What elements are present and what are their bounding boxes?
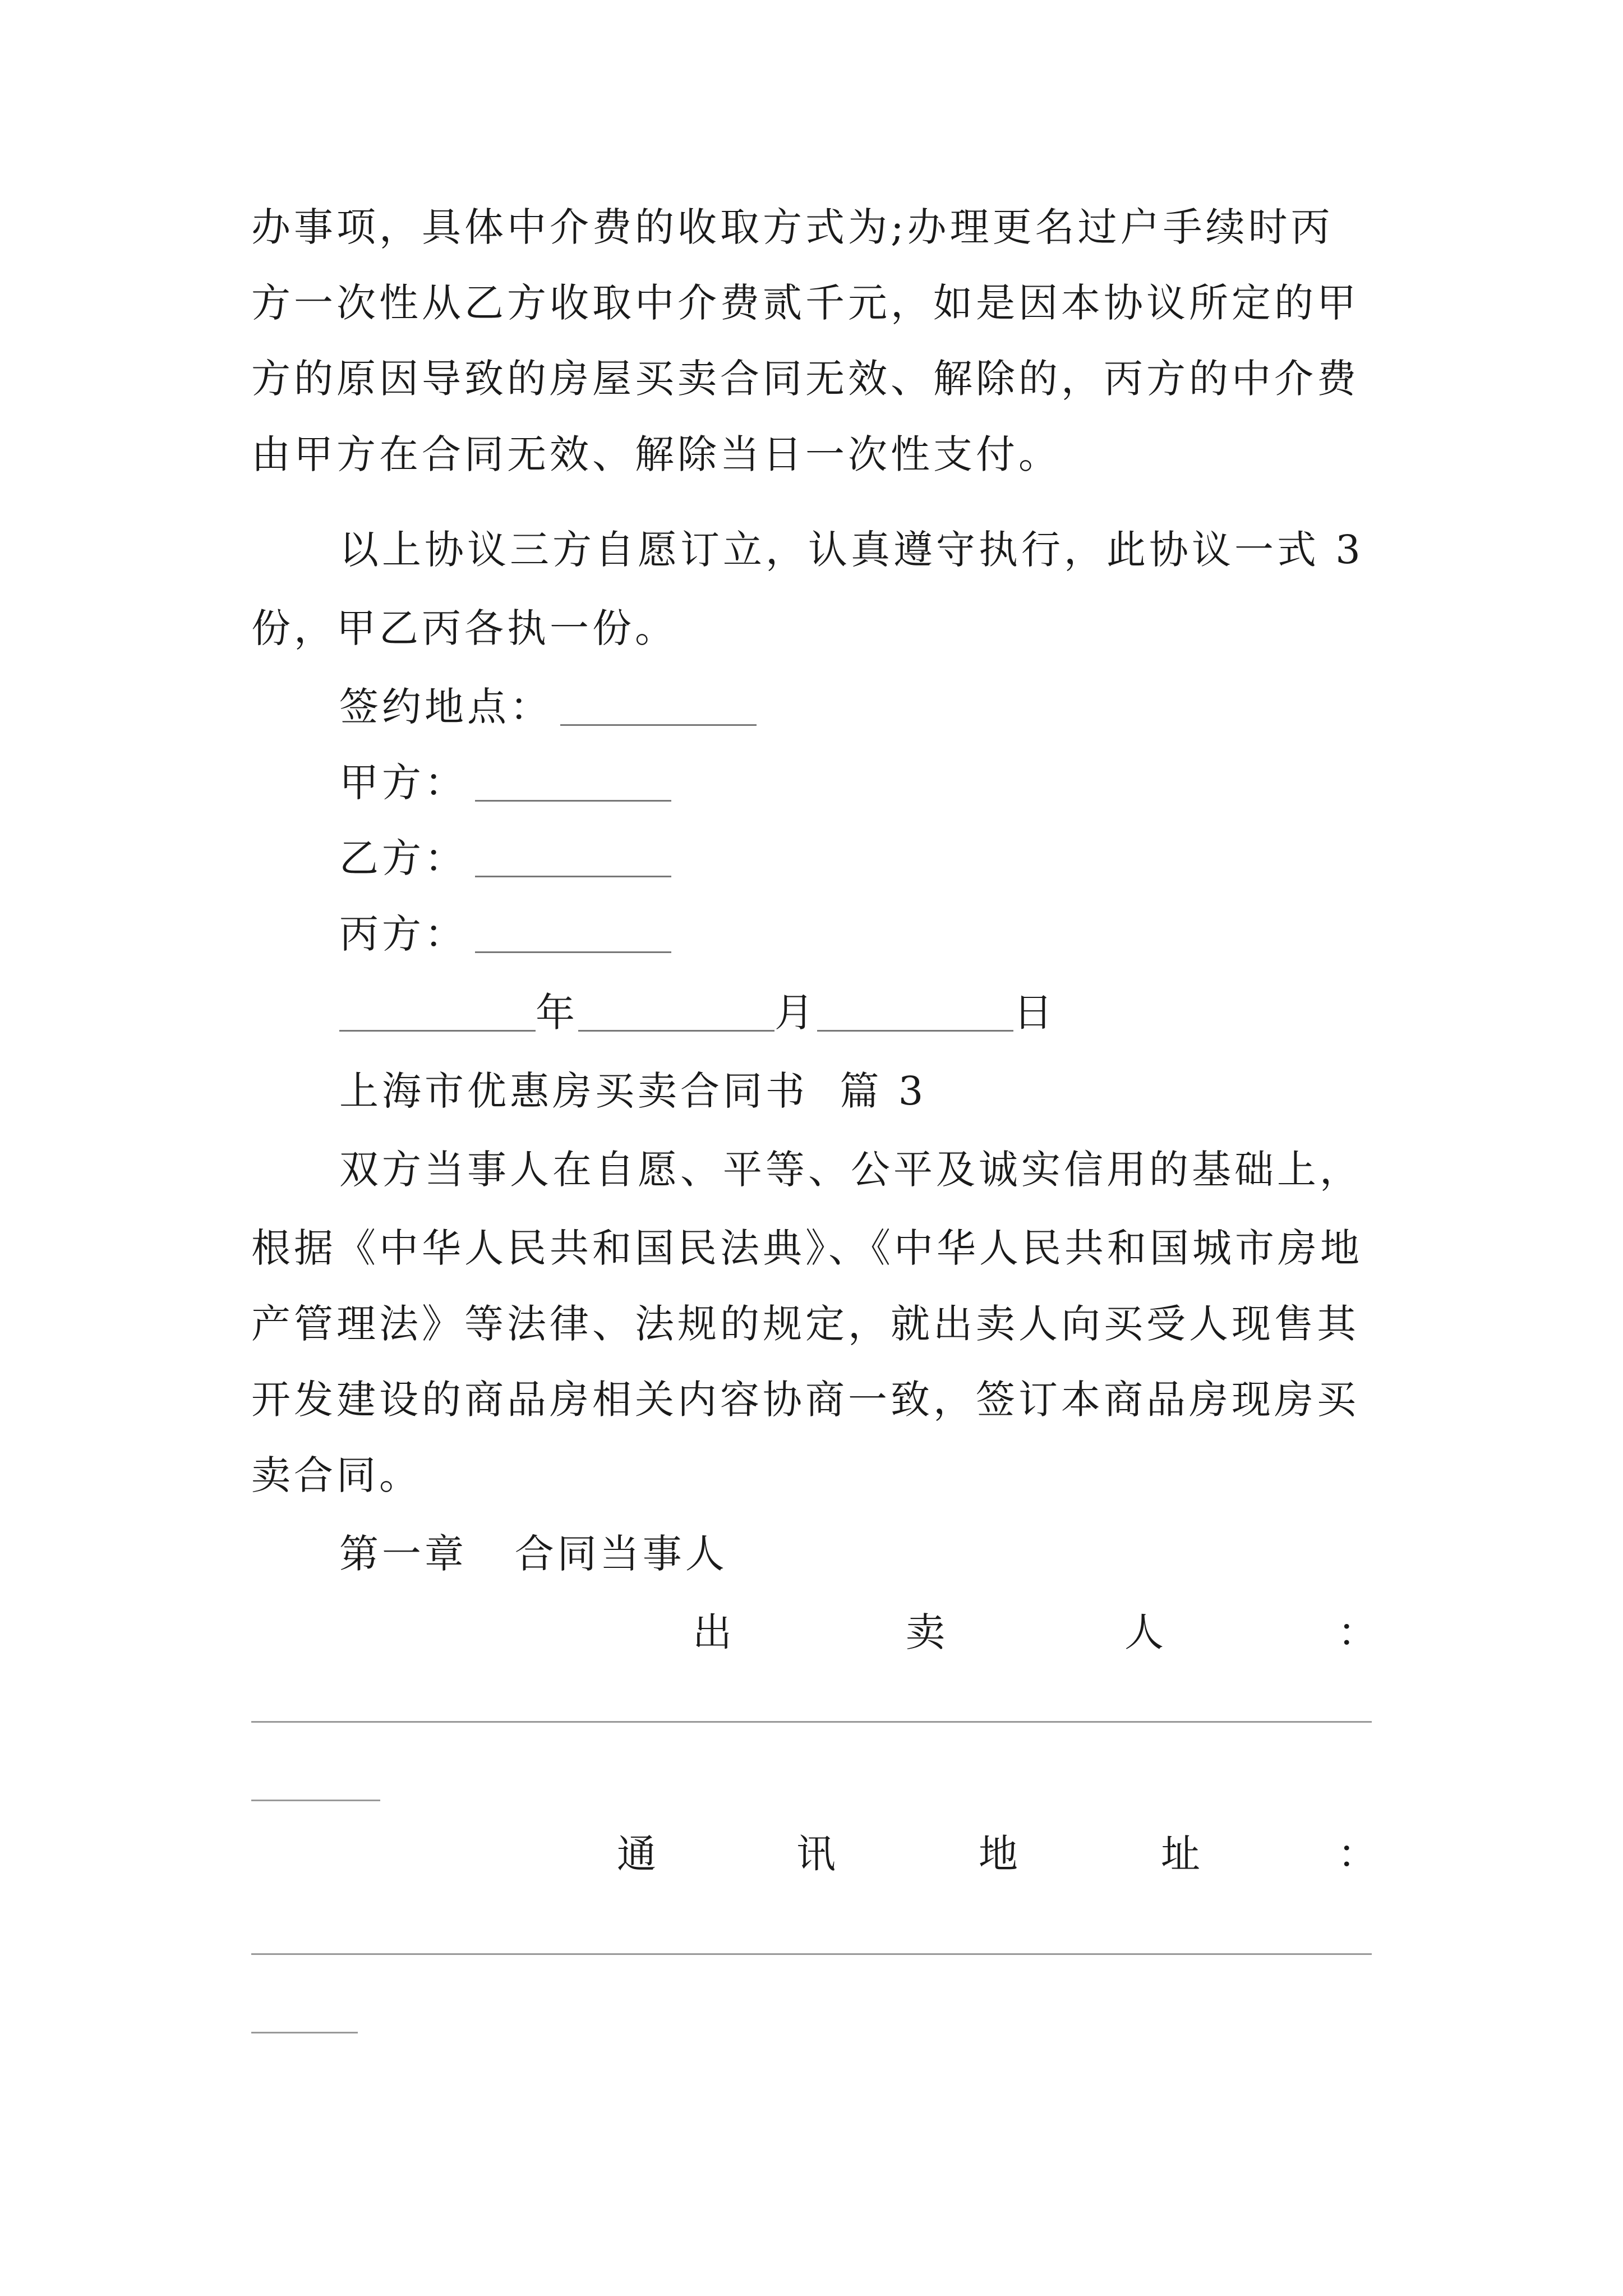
year-blank[interactable] — [339, 991, 536, 1032]
date-row — [339, 984, 1467, 1041]
paragraph-line: 办事项，具体中介费的收取方式为;办理更名过户手续时丙 — [251, 204, 1334, 250]
year-label: 年 — [536, 990, 578, 1036]
paragraph-line: 方一次性从乙方收取中介费贰千元，如是因本协议所定的甲 — [251, 280, 1359, 326]
chapter-title: 第一章 合同当事人 — [339, 1531, 728, 1577]
day-label: 日 — [1013, 990, 1056, 1036]
paragraph-line: 开发建设的商品房相关内容协商一致，签订本商品房现房买 — [251, 1377, 1359, 1423]
paragraph-line: 产管理法》等法律、法规的规定，就出卖人向买受人现售其 — [251, 1301, 1359, 1347]
signing-place-label: 签约地点： — [339, 684, 552, 730]
address-blank-line-continued[interactable] — [251, 2032, 358, 2033]
month-label: 月 — [774, 990, 817, 1036]
seller-label-char: 卖 — [906, 1609, 945, 1655]
day-blank[interactable] — [817, 991, 1013, 1032]
party-b-row — [339, 830, 1467, 886]
month-blank[interactable] — [578, 991, 774, 1032]
paragraph-line: 以上协议三方自愿订立，认真遵守执行，此协议一式 3 — [339, 527, 1364, 573]
seller-blank-line[interactable] — [251, 1721, 1372, 1723]
signing-place-blank[interactable] — [560, 685, 757, 726]
address-label-char: 讯 — [796, 1831, 836, 1877]
party-a-label: 甲方： — [339, 760, 467, 806]
party-c-label: 丙方： — [339, 911, 467, 957]
paragraph-line: 由甲方在合同无效、解除当日一次性支付。 — [251, 431, 1061, 477]
paragraph-line: 双方当事人在自愿、平等、公平及诚实信用的基础上， — [339, 1147, 1362, 1193]
party-a-blank[interactable] — [475, 761, 671, 802]
paragraph-line: 根据《中华人民共和国民法典》、《中华人民共和国城市房地 — [251, 1225, 1363, 1271]
address-blank-line[interactable] — [251, 1953, 1372, 1955]
paragraph-line: 份，甲乙丙各执一份。 — [251, 605, 677, 651]
address-label-char: 址 — [1161, 1831, 1200, 1877]
paragraph-line: 卖合同。 — [251, 1452, 422, 1498]
party-b-label: 乙方： — [339, 835, 467, 881]
seller-label-colon: ： — [1338, 1609, 1377, 1655]
seller-label-char: 人 — [1124, 1609, 1164, 1655]
address-label-char: 地 — [979, 1831, 1018, 1877]
seller-label-char: 出 — [693, 1609, 732, 1655]
address-label-char: 通 — [617, 1831, 656, 1877]
signing-place-row — [339, 679, 1467, 735]
party-c-row — [339, 906, 1467, 962]
party-b-blank[interactable] — [475, 836, 671, 877]
address-label-colon: ： — [1338, 1831, 1377, 1877]
party-c-blank[interactable] — [475, 912, 671, 953]
paragraph-line: 方的原因导致的房屋买卖合同无效、解除的，丙方的中介费 — [251, 356, 1359, 402]
party-a-row — [339, 754, 1467, 811]
seller-blank-line-continued[interactable] — [251, 1800, 380, 1801]
section-title: 上海市优惠房买卖合同书 篇 3 — [339, 1068, 927, 1114]
